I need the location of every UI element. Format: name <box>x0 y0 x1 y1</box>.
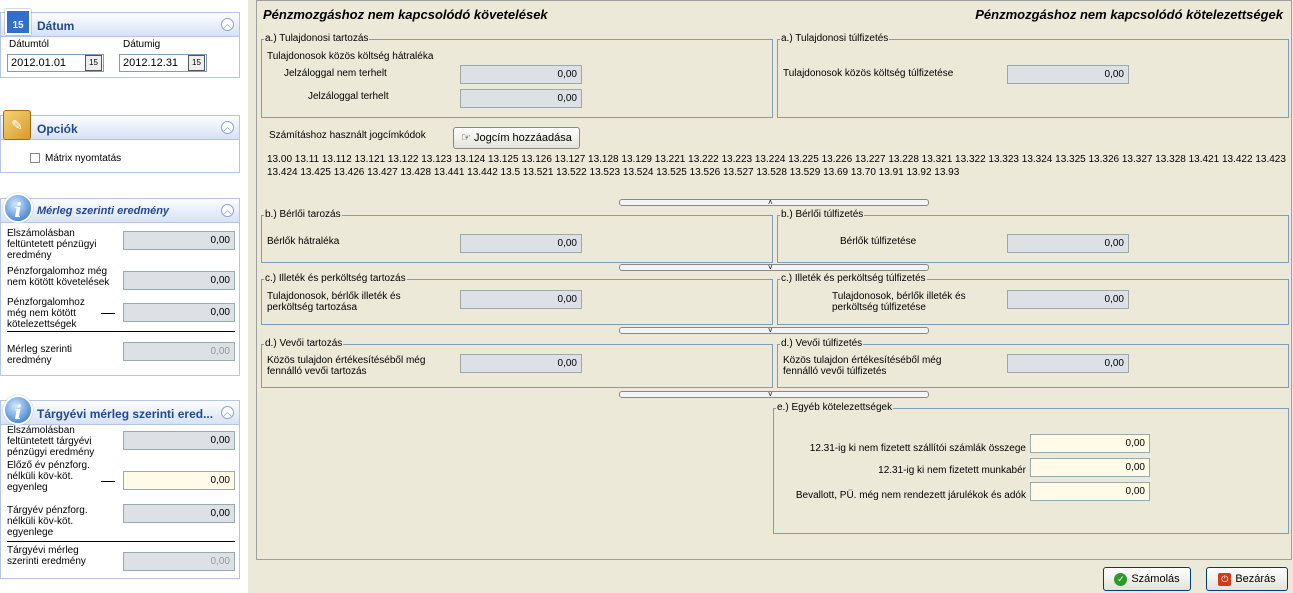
b-left-label: Bérlők hátraléka <box>267 236 340 247</box>
group-title: d.) Vevői túlfizetés <box>781 338 863 349</box>
group-b-left <box>261 209 773 263</box>
hand-point-icon: ☞ <box>461 132 471 144</box>
a-left-r2-value: 0,00 <box>460 89 582 108</box>
panel-targyevi-header[interactable] <box>1 401 239 425</box>
splitter-handle[interactable] <box>619 327 929 334</box>
date-from-input[interactable]: 2012.01.01 <box>7 54 104 72</box>
targyevi-r2-label: Előző év pénzforg. nélküli köv-köt. egyenleg <box>7 460 90 493</box>
e-r3-input[interactable]: 0,00 <box>1030 482 1150 501</box>
panel-targyevi <box>0 400 240 579</box>
panel-opciok <box>0 115 240 173</box>
group-title: b.) Bérlői túlfizetés <box>781 209 864 220</box>
group-e-right <box>773 402 1289 534</box>
targyevi-r3-label: Tárgyév pénzforg. nélküli köv-köt. egyenlege <box>7 505 88 538</box>
to-label: Dátumig <box>123 39 161 50</box>
a-left-r1-label: Jelzáloggal nem terhelt <box>284 68 387 79</box>
splitter-handle[interactable] <box>619 391 929 398</box>
d-left-value: 0,00 <box>460 354 582 373</box>
a-right-r1-value: 0,00 <box>1007 65 1129 84</box>
panel-datum-title: Dátum <box>37 19 75 33</box>
merleg-r4-value: 0,00 <box>123 342 235 361</box>
matrix-print-checkbox[interactable] <box>30 153 40 163</box>
group-d-left <box>261 338 773 388</box>
date-to-input[interactable]: 2012.12.31 <box>119 54 207 72</box>
e-r2-label: 12.31-ig ki nem fizetett munkabér <box>878 465 1026 476</box>
b-right-label: Bérlők túlfizetése <box>840 236 917 247</box>
panel-merleg <box>0 198 240 376</box>
merleg-r2-value: 0,00 <box>123 271 235 290</box>
from-label: Dátumtól <box>9 39 50 50</box>
e-r1-input[interactable]: 0,00 <box>1030 434 1150 453</box>
merleg-r3-value: 0,00 <box>123 303 235 322</box>
chevron-up-icon[interactable]: ︿ <box>221 406 234 419</box>
panel-datum-header[interactable] <box>1 13 239 37</box>
panel-opciok-title: Opciók <box>37 122 78 136</box>
c-right-value: 0,00 <box>1007 290 1129 309</box>
d-right-value: 0,00 <box>1007 354 1129 373</box>
add-code-button[interactable] <box>453 127 580 149</box>
e-r3-label: Bevallott, PÜ. még nem rendezett járulékok és adók <box>795 490 1026 501</box>
group-title: a.) Tulajdonosi tartozás <box>265 33 369 44</box>
power-icon: ⏻ <box>1218 573 1231 586</box>
calendar-picker-icon[interactable]: 15 <box>85 55 102 71</box>
matrix-print-label: Mátrix nyomtatás <box>45 153 122 164</box>
d-right-label: Közös tulajdon értékesítéséből még fennálló vevői túlfizetés <box>783 355 942 377</box>
a-right-r1-label: Tulajdonosok közös költség túlfizetése <box>783 68 954 79</box>
calendar-icon: 15 <box>5 9 31 35</box>
main-area <box>256 0 1293 593</box>
codes-list: 13.00 13.11 13.112 13.121 13.122 13.123 13.124 13.125 13.126 13.127 13.128 13.129 13.221 13.222 13.223 13.224 13.225 13.226 13.227 13.228 13.321 13.322 13.323 13.324 13.325 13.326 13.327 13.328 13.421 13.422 13.423 13.424 13.425 13.426 13.427 13.428 13.441 13.442 13.5 13.521 13.522 13.523 13.524 13.525 13.526 13.527 13.528 13.529 13.69 13.70 13.91 13.92 13.93 <box>267 154 1286 178</box>
minus-sign <box>101 481 115 482</box>
panel-opciok-header[interactable] <box>1 116 239 140</box>
group-title: a.) Tulajdonosi túlfizetés <box>781 33 889 44</box>
chevron-up-icon: ˄ <box>768 198 773 207</box>
c-right-label: Tulajdonosok, bérlők illeték és perköltség túlfizetése <box>832 291 966 313</box>
header-liabilities: Pénzmozgáshoz nem kapcsolódó kötelezettségek <box>975 7 1283 22</box>
sidebar <box>0 0 248 593</box>
group-d-right <box>777 338 1289 388</box>
panel-datum <box>0 12 240 78</box>
a-left-r1-value: 0,00 <box>460 65 582 84</box>
close-button[interactable] <box>1206 567 1288 591</box>
add-code-label: Jogcím hozzáadása <box>474 132 572 144</box>
calculate-label: Számolás <box>1131 573 1180 585</box>
e-r2-input[interactable]: 0,00 <box>1030 458 1150 477</box>
sum-divider <box>7 331 235 332</box>
targyevi-r1-value: 0,00 <box>123 431 235 450</box>
group-title: e.) Egyéb kötelezettségek <box>777 402 893 413</box>
chevron-down-icon: ˅ <box>768 326 773 335</box>
targyevi-r2-input[interactable]: 0,00 <box>123 471 235 490</box>
group-c-left <box>261 273 773 325</box>
group-title: c.) Illeték és perköltség tartozás <box>265 273 406 284</box>
splitter-handle[interactable] <box>619 199 929 206</box>
c-left-value: 0,00 <box>460 290 582 309</box>
codes-label: Számításhoz használt jogcímkódok <box>269 130 426 141</box>
c-left-label: Tulajdonosok, bérlők illeték és perköltség tartozása <box>267 291 401 313</box>
b-right-value: 0,00 <box>1007 234 1129 253</box>
group-title: b.) Bérlői tarozás <box>265 209 341 220</box>
group-title: d.) Vevői tartozás <box>265 338 343 349</box>
panel-merleg-title: Mérleg szerinti eredmény <box>37 205 170 217</box>
group-a-right <box>777 33 1289 118</box>
merleg-r1-value: 0,00 <box>123 231 235 250</box>
close-label: Bezárás <box>1235 573 1276 585</box>
a-left-sub: Tulajdonosok közös költség hátraléka <box>267 51 434 62</box>
minus-sign <box>101 313 115 314</box>
main-content <box>256 0 1292 560</box>
chevron-up-icon[interactable]: ︿ <box>221 204 234 217</box>
panel-targyevi-title: Tárgyévi mérleg szerinti ered... <box>37 407 214 421</box>
check-icon: ✓ <box>1114 573 1127 586</box>
targyevi-r3-value: 0,00 <box>123 504 235 523</box>
group-b-right <box>777 209 1289 263</box>
merleg-r4-label: Mérleg szerinti eredmény <box>7 344 73 366</box>
targyevi-r4-value: 0,00 <box>123 552 235 571</box>
targyevi-r1-label: Elszámolásban feltüntetett tárgyévi pénzügyi eredmény <box>7 425 95 458</box>
targyevi-r4-label: Tárgyévi mérleg szerinti eredmény <box>7 545 86 567</box>
chevron-up-icon[interactable]: ︿ <box>221 18 234 31</box>
a-left-r2-label: Jelzáloggal terhelt <box>308 91 389 102</box>
chevron-down-icon: ˅ <box>768 390 773 399</box>
calendar-picker-icon[interactable]: 15 <box>188 55 205 71</box>
merleg-r3-label: Pénzforgalomhoz még nem kötött kötelezettségek <box>7 297 85 330</box>
group-a-left <box>261 33 773 118</box>
b-left-value: 0,00 <box>460 234 582 253</box>
info-icon: i <box>3 395 33 425</box>
panel-merleg-header[interactable] <box>1 199 239 223</box>
e-r1-label: 12.31-ig ki nem fizetett szállítói számlák összege <box>809 443 1026 454</box>
info-icon: i <box>3 193 33 223</box>
calculate-button[interactable] <box>1103 567 1191 591</box>
sum-divider <box>7 541 235 542</box>
group-title: c.) Illeték és perköltség túlfizetés <box>781 273 926 284</box>
d-left-label: Közös tulajdon értékesítéséből még fennálló vevői tartozás <box>267 355 426 377</box>
chevron-down-icon: ˅ <box>768 263 773 272</box>
merleg-r1-label: Elszámolásban feltüntetett pénzügyi eredmény <box>7 228 97 261</box>
group-c-right <box>777 273 1289 325</box>
chevron-up-icon[interactable]: ︿ <box>221 121 234 134</box>
clipboard-edit-icon: ✎ <box>3 110 31 140</box>
merleg-r2-label: Pénzforgalomhoz még nem kötött követelések <box>7 266 110 288</box>
splitter-handle[interactable] <box>619 264 929 271</box>
header-receivables: Pénzmozgáshoz nem kapcsolódó követelések <box>263 7 548 22</box>
